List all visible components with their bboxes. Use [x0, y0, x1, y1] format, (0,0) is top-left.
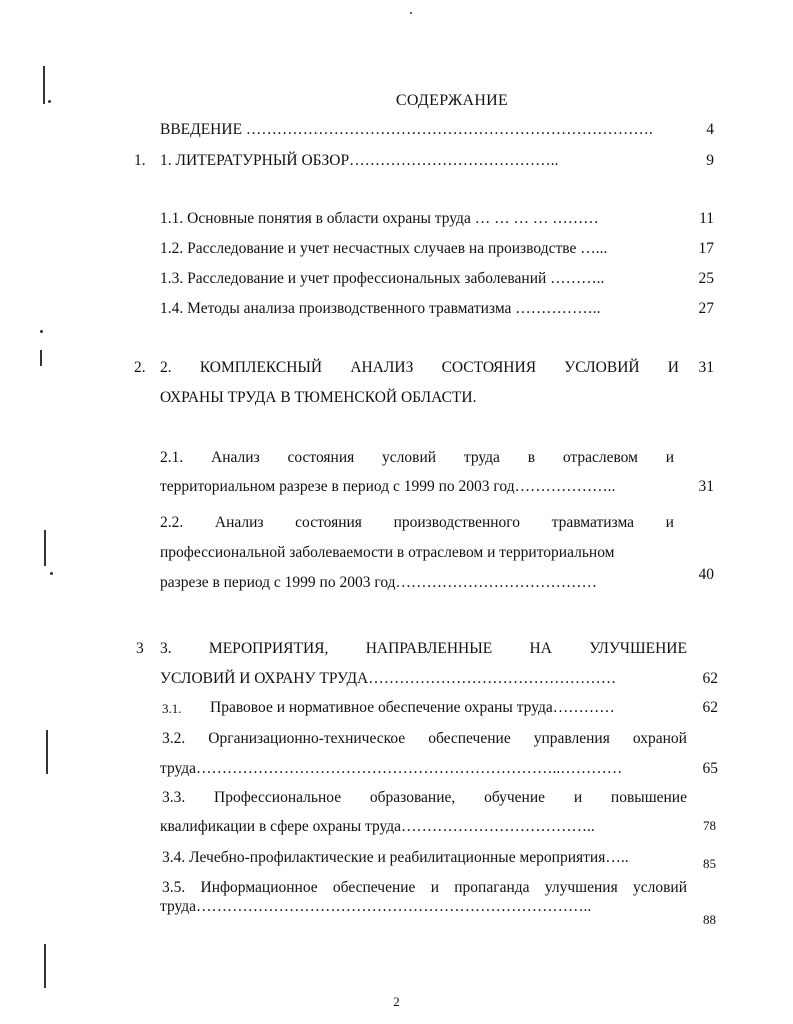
toc-page-3-4: 85 — [703, 856, 716, 871]
toc-entry-2-1-line1 — [160, 449, 674, 467]
toc-word: УЛУЧШЕНИЕ — [589, 640, 687, 657]
toc-word: УСЛОВИЙ — [564, 359, 640, 376]
toc-word: обеспечение — [332, 879, 416, 896]
toc-word: охраной — [632, 730, 687, 747]
toc-word: производственного — [393, 514, 521, 531]
toc-entry-3-5-line2: труда………………………………………………………………….. — [160, 898, 592, 915]
toc-word: 3.5. — [162, 879, 186, 896]
toc-word: НА — [529, 640, 552, 657]
toc-word: отраслевом — [562, 449, 638, 466]
toc-chapter-number-2: 2. — [134, 359, 146, 376]
toc-word: 3.3. — [162, 789, 186, 806]
toc-word: состояния — [295, 514, 362, 531]
toc-word: травматизма — [551, 514, 635, 531]
toc-page-chapter-3: 62 — [702, 670, 718, 687]
toc-word: условий — [382, 449, 437, 466]
toc-page-1-2: 17 — [698, 240, 714, 257]
toc-word: АНАЛИЗ — [350, 359, 414, 376]
toc-page-1-1: 11 — [699, 210, 714, 227]
toc-word: и — [665, 514, 674, 531]
toc-entry-3-1-number: 3.1. — [162, 701, 182, 716]
toc-word: Информационное — [200, 879, 318, 896]
toc-word: в — [527, 449, 536, 466]
toc-page-3-2: 65 — [702, 760, 718, 777]
toc-page-1-3: 25 — [698, 270, 714, 287]
toc-entry-3-2-line1 — [162, 730, 687, 748]
toc-entry-1-4: 1.4. Методы анализа производственного травматизма …………….. — [160, 300, 601, 317]
scan-mark — [410, 12, 412, 14]
toc-page-chapter-1: 9 — [706, 152, 714, 169]
toc-entry-1-2: 1.2. Расследование и учет несчастных случаев на производстве …... — [160, 240, 608, 257]
toc-entry-chapter-2-line2: ОХРАНЫ ТРУДА В ТЮМЕНСКОЙ ОБЛАСТИ. — [160, 389, 477, 406]
toc-chapter-number-3: 3 — [136, 640, 144, 657]
toc-word: пропаганда — [454, 879, 530, 896]
toc-word: Анализ — [211, 449, 260, 466]
toc-word: труда — [463, 449, 500, 466]
toc-word: состояния — [287, 449, 355, 466]
toc-word: и — [430, 879, 439, 896]
toc-entry-1-1: 1.1. Основные понятия в области охраны труда … … … … ……… — [160, 210, 599, 227]
scan-mark — [44, 944, 46, 988]
toc-word: обеспечение — [428, 730, 511, 747]
toc-entry-2-2-line3: разрезе в период с 1999 по 2003 год………………………………… — [160, 574, 598, 591]
scan-mark — [44, 530, 46, 566]
toc-entry-2-2-line2: профессиональной заболеваемости в отраслевом и территориальном — [160, 544, 615, 561]
toc-word: Организационно-техническое — [208, 730, 406, 747]
toc-entry-chapter-3-line2: УСЛОВИЙ И ОХРАНУ ТРУДА………………………………………… — [160, 670, 617, 687]
toc-page-3-1: 62 — [702, 699, 718, 716]
toc-page-2-2: 40 — [698, 566, 714, 583]
scan-mark — [40, 330, 43, 333]
toc-word: 3. — [160, 640, 172, 657]
toc-page-2-1: 31 — [698, 478, 714, 495]
toc-entry-2-1-line2: территориальном разрезе в период с 1999 по 2003 год……………….. — [160, 478, 616, 495]
toc-entry-chapter-1: 1. ЛИТЕРАТУРНЫЙ ОБЗОР………………………………….. — [160, 152, 559, 169]
toc-word: 2.1. — [160, 449, 184, 466]
toc-word: улучшения — [544, 879, 618, 896]
toc-entry-3-3-line2: квалификации в сфере охраны труда……………………………….. — [160, 818, 595, 835]
toc-entry-chapter-3-line1 — [160, 640, 687, 658]
scan-mark — [40, 350, 42, 366]
toc-word: 3.2. — [162, 730, 186, 747]
toc-entry-3-3-line1 — [162, 789, 687, 807]
toc-page-chapter-2: 31 — [698, 359, 714, 376]
toc-entry-3-1: Правовое и нормативное обеспечение охраны труда………… — [210, 699, 615, 716]
toc-page-3-3: 78 — [703, 818, 716, 833]
toc-word: 2. — [160, 359, 172, 376]
toc-page-1-4: 27 — [698, 300, 714, 317]
toc-entry-3-5-line1 — [162, 879, 687, 897]
toc-word: 2.2. — [160, 514, 184, 531]
toc-word: СОСТОЯНИЯ — [441, 359, 537, 376]
toc-word: образование, — [369, 789, 456, 806]
toc-word: НАПРАВЛЕННЫЕ — [365, 640, 493, 657]
scan-mark — [46, 730, 48, 774]
toc-entry-intro: ВВЕДЕНИЕ ……………………………………………………………………. — [160, 121, 653, 138]
toc-entry-chapter-2-line1 — [160, 359, 679, 377]
toc-entry-2-2-line1 — [160, 514, 674, 532]
toc-word: и — [665, 449, 674, 466]
scan-mark — [50, 572, 53, 575]
toc-word: управления — [533, 730, 610, 747]
toc-page-intro: 4 — [706, 121, 714, 138]
toc-word: Анализ — [214, 514, 264, 531]
scan-mark — [48, 100, 51, 103]
toc-chapter-number-1: 1. — [134, 152, 146, 169]
toc-page-3-5: 88 — [703, 912, 716, 927]
toc-entry-3-2-line2: труда……………………………………………………………..………… — [160, 760, 623, 777]
toc-word: И — [667, 359, 679, 376]
toc-word: Профессиональное — [214, 789, 342, 806]
toc-entry-1-3: 1.3. Расследование и учет профессиональных заболеваний ……….. — [160, 270, 605, 287]
toc-word: условий — [632, 879, 687, 896]
toc-entry-3-4: 3.4. Лечебно-профилактические и реабилитационные мероприятия….. — [162, 849, 629, 866]
toc-word: и — [573, 789, 583, 806]
toc-word: МЕРОПРИЯТИЯ, — [208, 640, 329, 657]
page-number: 2 — [393, 994, 400, 1009]
toc-word: КОМПЛЕКСНЫЙ — [199, 359, 323, 376]
contents-title: СОДЕРЖАНИЕ — [395, 92, 509, 109]
scan-mark — [43, 66, 45, 104]
toc-word: повышение — [610, 789, 687, 806]
toc-word: обучение — [484, 789, 546, 806]
